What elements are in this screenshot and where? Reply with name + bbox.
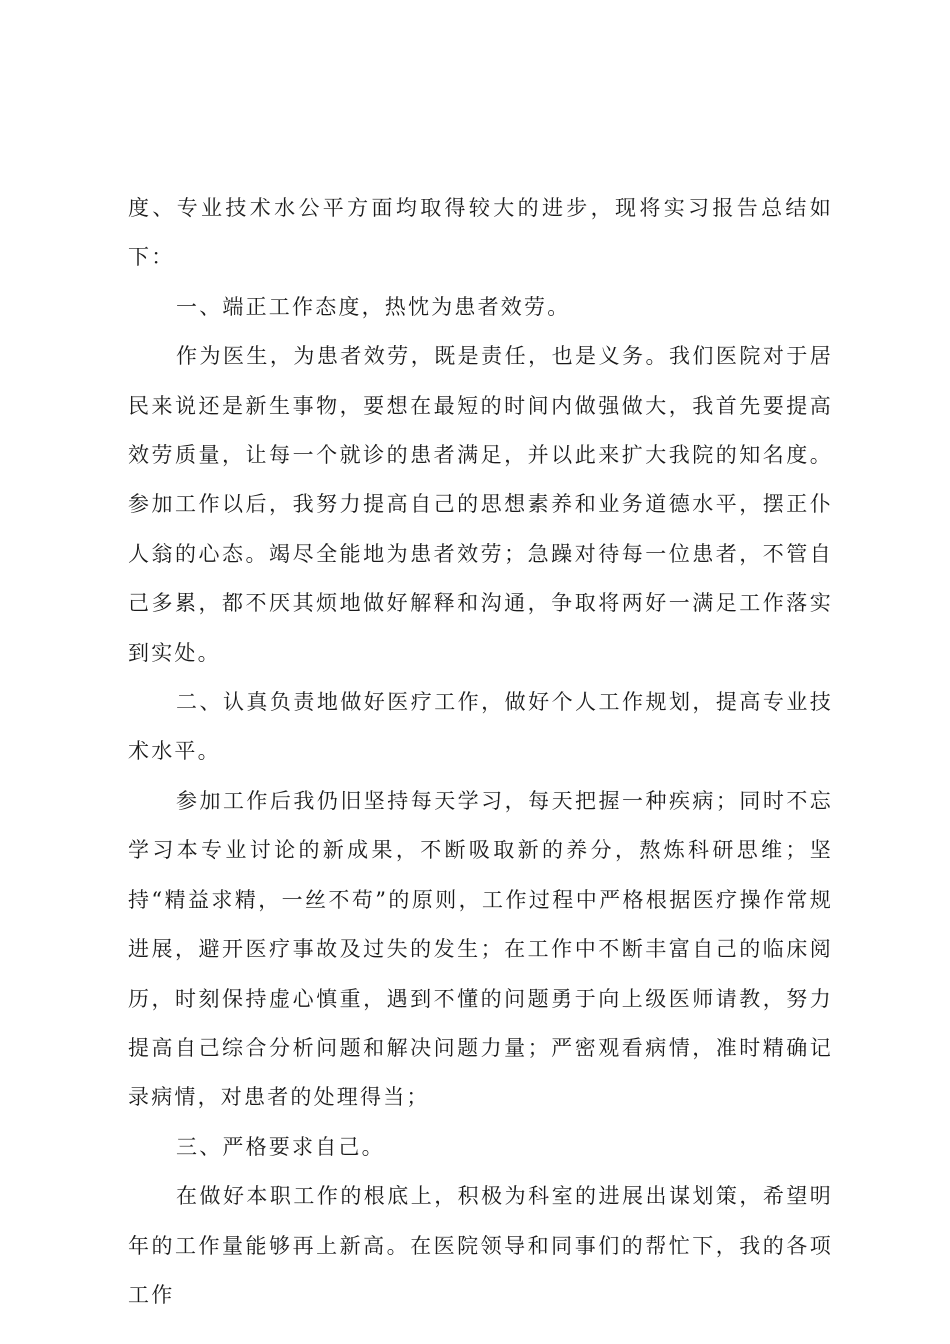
paragraph-service: 作为医生，为患者效劳，既是责任，也是义务。我们医院对于居民来说还是新生事物，要想在最短的时间内做强做大，我首先要提高效劳质量，让每一个就诊的患者满足，并以此来扩大我院的知名度。参加工作以后，我努力提高自己的思想素养和业务道德水平，摆正仆人翁的心态。竭尽全能地为患者效劳；急躁对待每一位患者，不管自己多累，都不厌其烦地做好解释和沟通，争取将两好一满足工作落实到实处。 — [128, 344, 833, 665]
section-heading-3: 三、严格要求自己。 — [176, 1134, 385, 1159]
paragraph-continuation: 度、专业技术水公平方面均取得较大的进步，现将实习报告总结如下： — [128, 196, 833, 270]
section-heading-2: 二、认真负责地做好医疗工作，做好个人工作规划，提高专业技术水平。 — [128, 690, 833, 764]
paragraph-study: 参加工作后我仍旧坚持每天学习，每天把握一种疾病；同时不忘学习本专业讨论的新成果，不断吸取新的养分，熬炼科研思维；坚持“精益求精，一丝不苟”的原则，工作过程中严格根据医疗操作常规进展，避开医疗事故及过失的发生；在工作中不断丰富自己的临床阅历，时刻保持虚心慎重，遇到不懂的问题勇于向上级医师请教，努力提高自己综合分析问题和解决问题力量；严密观看病情，准时精确记录病情，对患者的处理得当； — [128, 788, 833, 1110]
section-heading-1: 一、端正工作态度，热忱为患者效劳。 — [176, 294, 571, 319]
paragraph-duty: 在做好本职工作的根底上，积极为科室的进展出谋划策，希望明年的工作量能够再上新高。在医院领导和同事们的帮忙下，我的各项工作 — [128, 1184, 833, 1307]
document-body — [128, 184, 833, 1320]
